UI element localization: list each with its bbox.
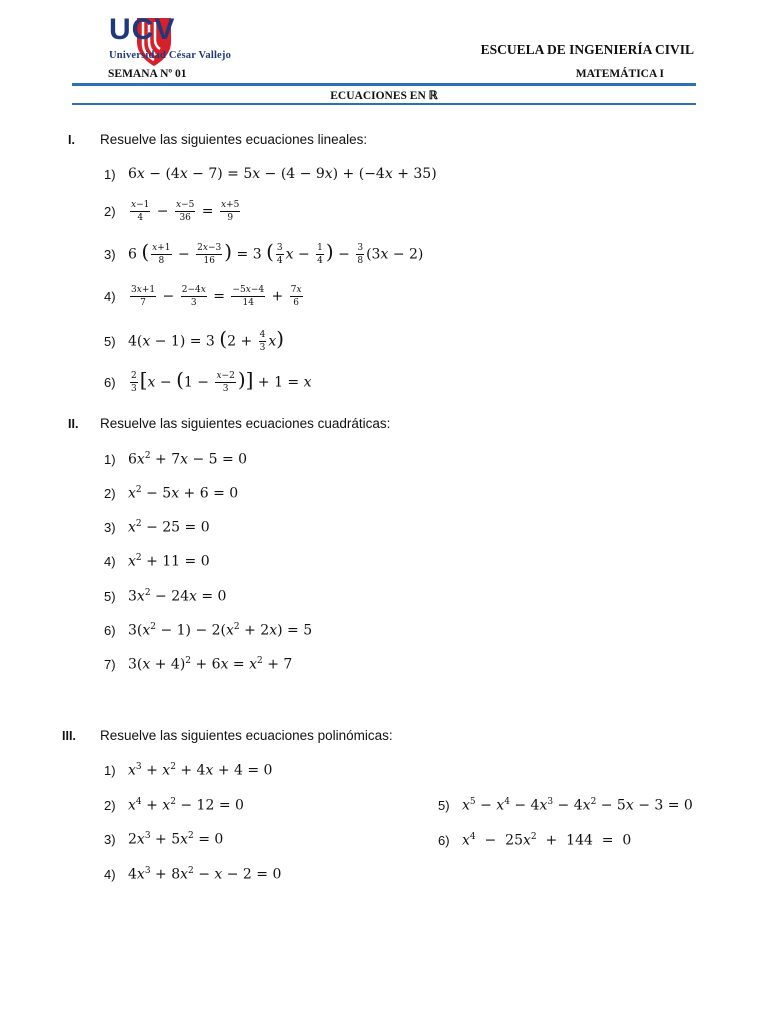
topic-title: ECUACIONES EN ℝ xyxy=(330,90,438,102)
item-number: 4) xyxy=(104,289,116,304)
course-name: MATEMÁTICA I xyxy=(575,68,664,80)
item-number: 6) xyxy=(104,622,116,638)
equation: 7) $3(x + 4)^2 + 6x = x^2 + 7$ xyxy=(104,656,293,673)
section-number: I. xyxy=(68,133,75,147)
section-title: Resuelve las siguientes ecuaciones polinómicas: xyxy=(100,728,393,743)
item-number: 3) xyxy=(104,519,116,535)
equation: 5) $x^5 - x^4 - 4x^3 - 4x^2 - 5x - 3 = 0$ xyxy=(438,797,693,814)
section-title: Resuelve las siguientes ecuaciones lineales: xyxy=(100,132,368,147)
item-number: 3) xyxy=(104,831,116,847)
item-number: 5) xyxy=(104,334,116,349)
logo-subtext: Universidad César Vallejo xyxy=(109,50,232,61)
equation: 3) $2x^3 + 5x^2 = 0$ xyxy=(104,831,224,848)
equation: 5) $3x^2 - 24x = 0$ xyxy=(104,588,227,605)
item-number: 5) xyxy=(104,588,116,604)
equation: 3) 6 ( $\frac{x+1}{8}$ − $\frac{2x-3}{16}$ ) = 3 ( $\frac{3}{4}$ x − $\frac{1}{4}$ ) − $\frac{3}{8}$ (3x − 2) xyxy=(104,239,424,266)
equation: 4) $4x^3 + 8x^2 - x - 2 = 0$ xyxy=(104,866,282,883)
item-number: 2) xyxy=(104,797,116,813)
equation: 1) 6x − (4x − 7) = 5x − (4 − 9x) + (−4x + 35) xyxy=(104,166,437,182)
section-title: Resuelve las siguientes ecuaciones cuadráticas: xyxy=(100,416,391,431)
equation: 1) $x^3 + x^2 + 4x + 4 = 0$ xyxy=(104,762,273,779)
equation: 1) $6x^2 + 7x - 5 = 0$ xyxy=(104,451,248,468)
item-number: 1) xyxy=(104,762,116,778)
equation: 5) 4(x − 1) = 3 (2 + $\frac{4}{3}$ x) xyxy=(104,326,285,353)
item-number: 6) xyxy=(438,832,450,848)
equation: 4) $x^2 + 11 = 0$ xyxy=(104,553,210,570)
section-number: III. xyxy=(62,729,76,743)
logo-text: UCV xyxy=(109,13,176,46)
item-number: 1) xyxy=(104,166,116,182)
item-number: 4) xyxy=(104,553,116,569)
header-rule-top xyxy=(72,83,696,86)
equation: 4) $\frac{3x+1}{7}$ − $\frac{2-4x}{3}$ = $\frac{-5x-4}{14}$ + $\frac{7x}{6}$ xyxy=(104,285,302,308)
school-name: ESCUELA DE INGENIERÍA CIVIL xyxy=(480,42,694,57)
week-label: SEMANA Nº 01 xyxy=(108,68,187,80)
item-number: 4) xyxy=(104,866,116,882)
item-number: 6) xyxy=(104,375,116,390)
item-number: 1) xyxy=(104,451,116,467)
section-number: II. xyxy=(68,417,79,431)
item-number: 7) xyxy=(104,656,116,672)
equation: 6) $\frac{2}{3}$ [x − (1 − $\frac{x-2}{3}$ )] + 1 = x xyxy=(104,367,312,394)
item-number: 2) xyxy=(104,485,116,501)
equation: 3) $x^2 - 25 = 0$ xyxy=(104,519,210,536)
equation: 2) $x^4 + x^2 - 12 = 0$ xyxy=(104,797,244,814)
item-number: 3) xyxy=(104,247,116,262)
header-rule-bottom xyxy=(72,103,696,105)
equation: 2) $x^2 - 5x + 6 = 0$ xyxy=(104,485,239,502)
item-number: 5) xyxy=(438,797,450,813)
equation: 2) $\frac{x-1}{4}$ − $\frac{x-5}{36}$ = $\frac{x+5}{9}$ xyxy=(104,200,240,223)
item-number: 2) xyxy=(104,204,116,219)
equation: 6) $x^4 - 25x^2 + 144 = 0$ xyxy=(438,832,632,849)
equation: 6) $3(x^2 - 1) - 2(x^2 + 2x) = 5$ xyxy=(104,622,313,639)
